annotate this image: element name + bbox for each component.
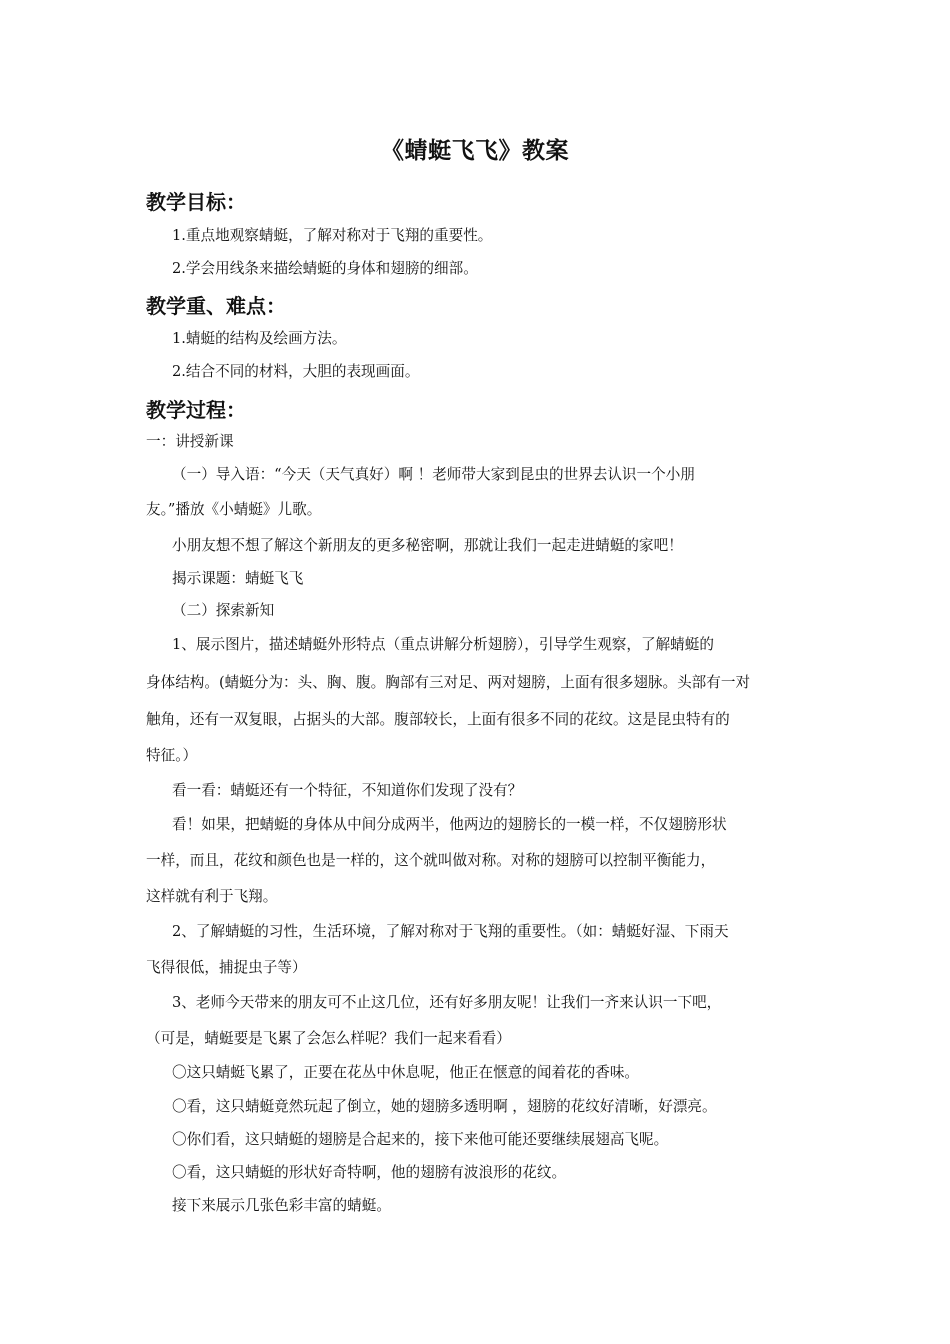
step-3-line-1: 3、老师今天带来的朋友可不止这几位，还有好多朋友呢！让我们一齐来认识一下吧， [172,994,722,1011]
step-1-line-2: 身体结构。(蜻蜓分为：头、胸、腹。胸部有三对足、两对翅膀，上面有很多翅脉。头部有一对 [146,674,751,691]
step-2-line-1: 2、了解蜻蜓的习性，生活环境，了解对称对于飞翔的重要性。（如：蜻蜓好湿、下雨天 [172,923,729,940]
paragraph-friend: 小朋友想不想了解这个新朋友的更多秘密啊，那就让我们一起走进蜻蜓的家吧！ [172,537,683,554]
step-1-line-4: 特征。） [146,747,198,764]
document-title: 《蜻蜓飞飞》教案 [381,138,569,164]
key-points-heading: 教学重、难点： [146,294,286,318]
look-2-line-1: 看！如果，把蜻蜓的身体从中间分成两半，他两边的翅膀长的一模一样，不仅翅膀形状 [172,816,727,833]
step-2-line-2: 飞得很低，捕捉虫子等） [146,959,307,976]
key-point-item-1: 1.蜻蜓的结构及绘画方法。 [172,330,347,347]
look-2-line-2: 一样，而且，花纹和颜色也是一样的，这个就叫做对称。对称的翅膀可以控制平衡能力， [146,852,716,869]
intro-line-2: 友。”播放《小蜻蜓》儿歌。 [146,501,322,518]
list-item: 〇这只蜻蜓飞累了，正要在花丛中休息呢，他正在惬意的闻着花的香味。 [172,1064,640,1081]
list-item: 〇看，这只蜻蜓的形状好奇特啊，他的翅膀有波浪形的花纹。 [172,1164,567,1181]
subsection-2-title: （二）探索新知 [172,602,275,619]
paragraph-topic: 揭示课题：蜻蜓飞飞 [172,570,304,587]
intro-line-1: （一）导入语：“今天（天气真好）啊 ！老师带大家到昆虫的世界去认识一个小朋 [172,466,695,483]
closing-line: 接下来展示几张色彩丰富的蜻蜓。 [172,1197,391,1214]
look-2-line-3: 这样就有利于飞翔。 [146,888,278,905]
step-3-line-2: （可是，蜻蜓要是飞累了会怎么样呢？我们一起来看看） [146,1030,511,1047]
process-heading: 教学过程： [146,398,246,422]
list-item: 〇看，这只蜻蜓竟然玩起了倒立，她的翅膀多透明啊 ，翅膀的花纹好清晰，好漂亮。 [172,1098,717,1115]
list-item: 〇你们看，这只蜻蜓的翅膀是合起来的，接下来他可能还要继续展翅高飞呢。 [172,1131,669,1148]
section-1-title: 一：讲授新课 [146,433,234,450]
key-point-item-2: 2.结合不同的材料，大胆的表现画面。 [172,363,420,380]
step-1-line-1: 1、展示图片，描述蜻蜓外形特点（重点讲解分析翅膀），引导学生观察，了解蜻蜓的 [172,636,714,653]
look-line: 看一看：蜻蜓还有一个特征，不知道你们发现了没有？ [172,782,523,799]
step-1-line-3: 触角，还有一双复眼，占据头的大部。腹部较长，上面有很多不同的花纹。这是昆虫特有的 [146,711,730,728]
objective-item-1: 1.重点地观察蜻蜓，了解对称对于飞翔的重要性。 [172,227,493,244]
objective-item-2: 2.学会用线条来描绘蜻蜓的身体和翅膀的细部。 [172,260,478,277]
objectives-heading: 教学目标： [146,190,246,214]
